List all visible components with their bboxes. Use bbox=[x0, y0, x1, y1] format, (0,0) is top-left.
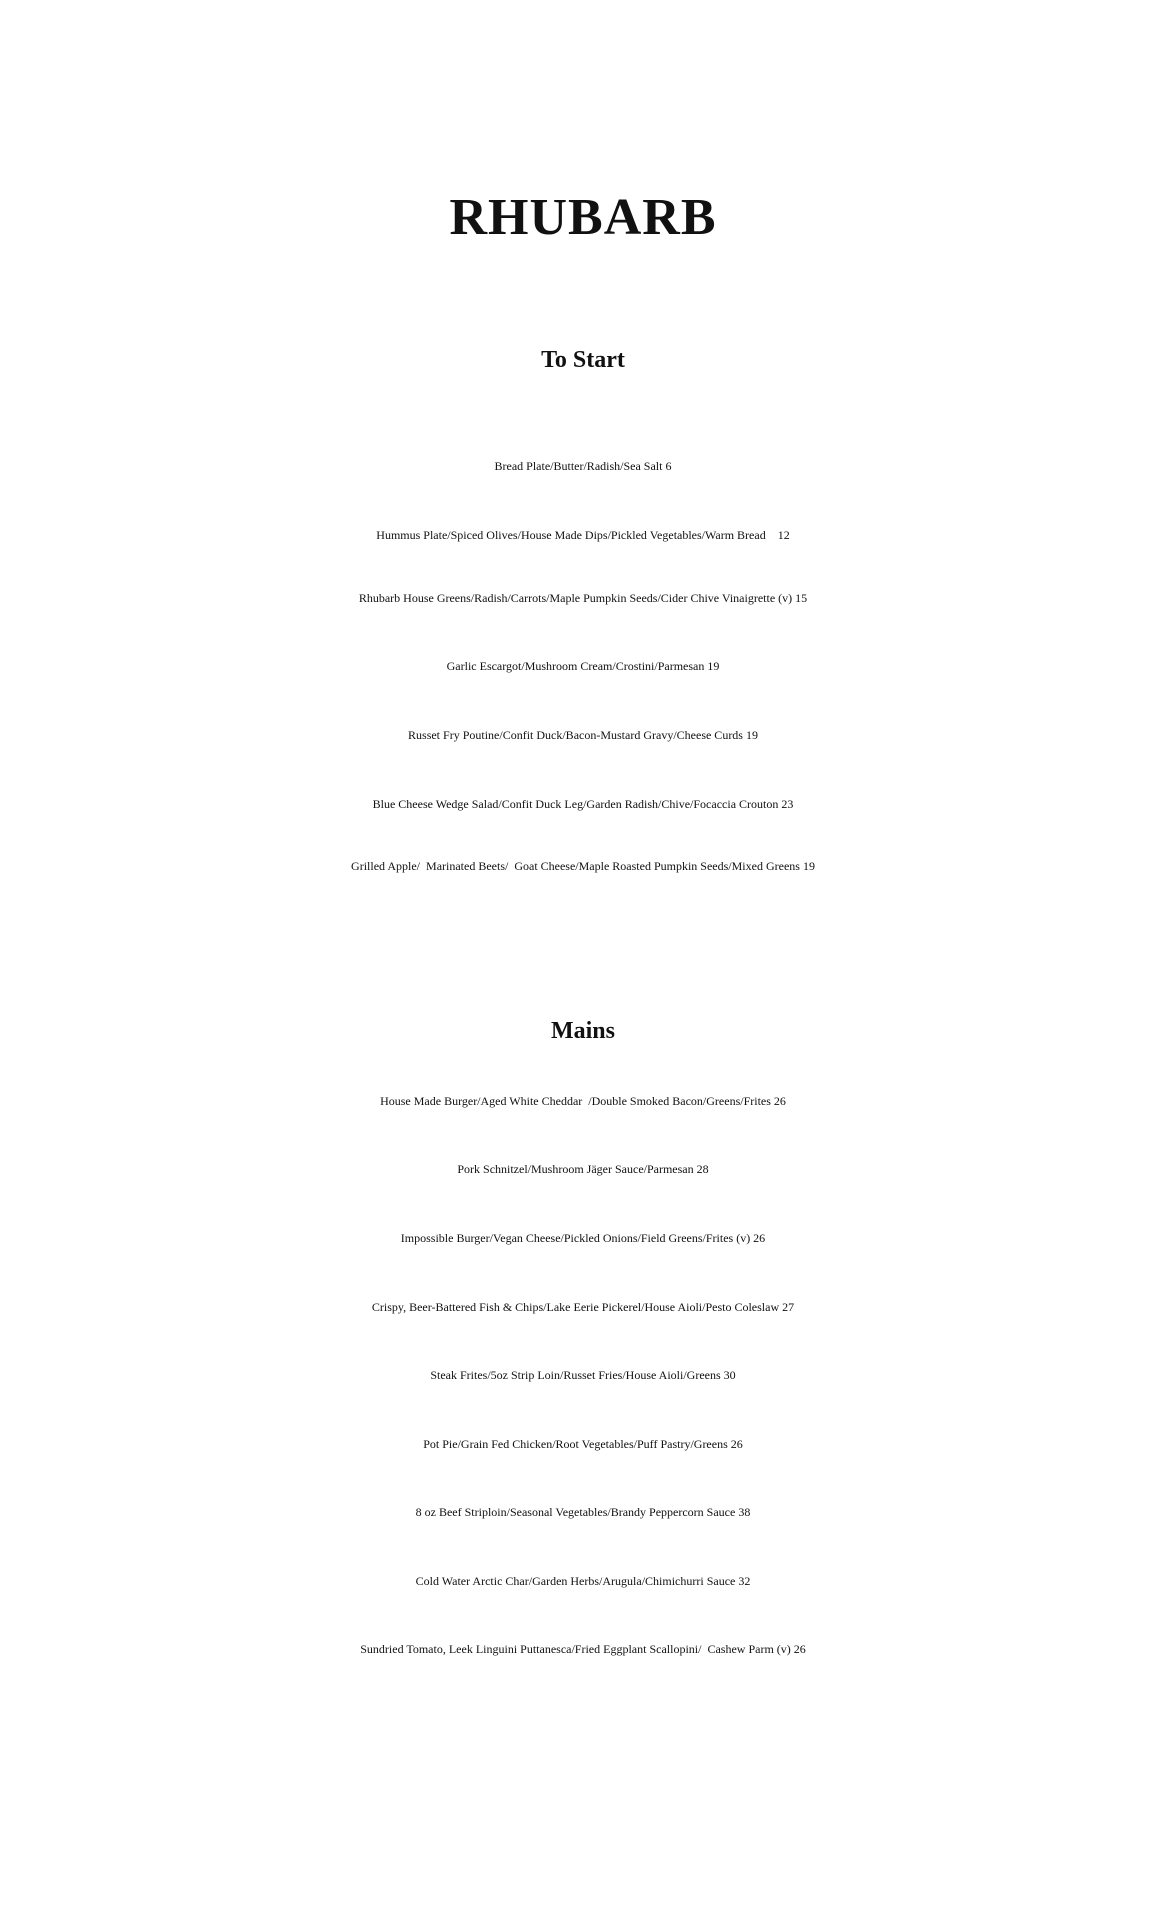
menu-item: Crispy, Beer-Battered Fish & Chips/Lake Eerie Pickerel/House Aioli/Pesto Coleslaw 27 bbox=[371, 1300, 795, 1314]
menu-item: Grilled Apple/ Marinated Beets/ Goat Cheese/Maple Roasted Pumpkin Seeds/Mixed Greens 19 bbox=[351, 859, 815, 873]
restaurant-title: RHUBARB bbox=[449, 189, 717, 246]
menu-item: Bread Plate/Butter/Radish/Sea Salt 6 bbox=[494, 459, 672, 473]
menu-item: Sundried Tomato, Leek Linguini Puttanesca/Fried Eggplant Scallopini/ Cashew Parm (v) 26 bbox=[360, 1642, 806, 1656]
menu-item: Steak Frites/5oz Strip Loin/Russet Fries/House Aioli/Greens 30 bbox=[430, 1368, 736, 1382]
section-heading-to-start: To Start bbox=[541, 347, 625, 373]
menu-item: Impossible Burger/Vegan Cheese/Pickled Onions/Field Greens/Frites (v) 26 bbox=[400, 1231, 766, 1245]
menu-item: Hummus Plate/Spiced Olives/House Made Dips/Pickled Vegetables/Warm Bread 12 bbox=[376, 528, 790, 542]
menu-item: House Made Burger/Aged White Cheddar /Double Smoked Bacon/Greens/Frites 26 bbox=[380, 1094, 786, 1108]
menu-item: Russet Fry Poutine/Confit Duck/Bacon-Mustard Gravy/Cheese Curds 19 bbox=[408, 728, 758, 742]
section-heading-mains: Mains bbox=[550, 1018, 615, 1044]
menu-item: Pork Schnitzel/Mushroom Jäger Sauce/Parmesan 28 bbox=[457, 1162, 709, 1176]
menu-item: Blue Cheese Wedge Salad/Confit Duck Leg/Garden Radish/Chive/Focaccia Crouton 23 bbox=[372, 797, 794, 811]
menu-item: Garlic Escargot/Mushroom Cream/Crostini/Parmesan 19 bbox=[446, 659, 720, 673]
menu-item: Rhubarb House Greens/Radish/Carrots/Maple Pumpkin Seeds/Cider Chive Vinaigrette (v) 15 bbox=[358, 591, 808, 605]
menu-item: Pot Pie/Grain Fed Chicken/Root Vegetables/Puff Pastry/Greens 26 bbox=[423, 1437, 743, 1451]
menu-item: Cold Water Arctic Char/Garden Herbs/Arugula/Chimichurri Sauce 32 bbox=[415, 1574, 751, 1588]
menu-item: 8 oz Beef Striploin/Seasonal Vegetables/Brandy Peppercorn Sauce 38 bbox=[415, 1505, 751, 1519]
